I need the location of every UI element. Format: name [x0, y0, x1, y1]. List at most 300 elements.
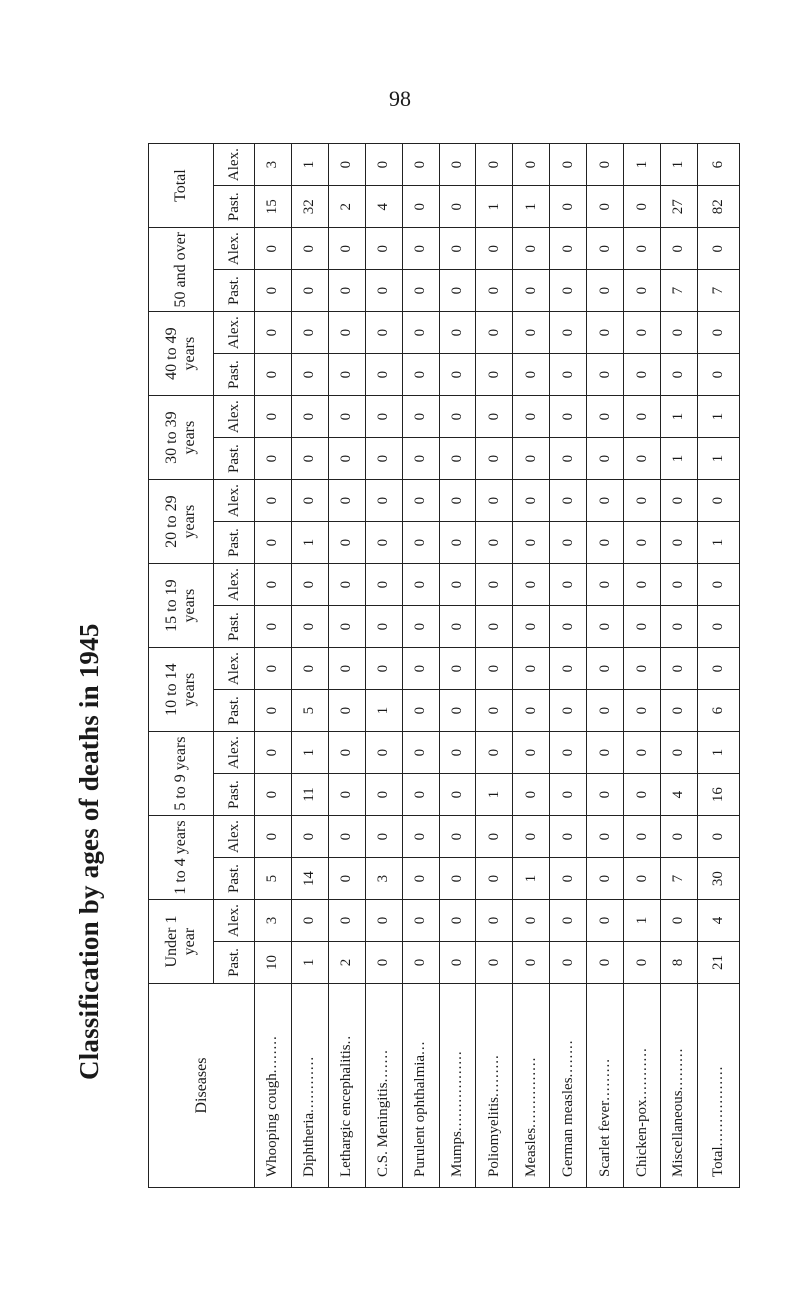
value-cell: 0: [550, 732, 587, 774]
value-cell: 0: [624, 228, 661, 270]
dot-leader: ........: [559, 1039, 576, 1078]
value-cell: 0: [439, 858, 476, 900]
past-column-header: Past.: [214, 522, 255, 564]
value-cell: 10: [255, 942, 292, 984]
value-cell: 30: [697, 858, 739, 900]
age-group-header: 1 to 4 years: [149, 816, 214, 900]
value-cell: 0: [587, 690, 624, 732]
value-cell: 0: [476, 606, 513, 648]
value-cell: 0: [439, 228, 476, 270]
value-cell: 0: [255, 606, 292, 648]
disease-name: [291, 984, 328, 1188]
value-cell: 0: [365, 438, 402, 480]
value-cell: 0: [660, 354, 697, 396]
value-cell: 0: [291, 312, 328, 354]
table-row: [328, 144, 365, 1188]
value-cell: 0: [550, 606, 587, 648]
disease-name: [439, 984, 476, 1188]
value-cell: 4: [697, 900, 739, 942]
value-cell: 0: [255, 564, 292, 606]
value-cell: 0: [476, 144, 513, 186]
value-cell: 0: [476, 396, 513, 438]
value-cell: 0: [291, 438, 328, 480]
value-cell: 0: [476, 690, 513, 732]
value-cell: 0: [550, 774, 587, 816]
value-cell: 0: [439, 396, 476, 438]
value-cell: 0: [513, 900, 550, 942]
value-cell: 0: [624, 438, 661, 480]
value-cell: 0: [402, 816, 439, 858]
value-cell: 6: [697, 144, 739, 186]
past-column-header: Past.: [214, 690, 255, 732]
value-cell: 0: [439, 606, 476, 648]
value-cell: 0: [660, 648, 697, 690]
value-cell: 0: [328, 480, 365, 522]
value-cell: 0: [513, 396, 550, 438]
value-cell: 1: [697, 438, 739, 480]
value-cell: 0: [402, 396, 439, 438]
value-cell: 0: [476, 942, 513, 984]
value-cell: 0: [476, 354, 513, 396]
value-cell: 1: [697, 732, 739, 774]
value-cell: 0: [660, 900, 697, 942]
value-cell: 0: [439, 438, 476, 480]
value-cell: 0: [439, 816, 476, 858]
value-cell: 1: [291, 522, 328, 564]
value-cell: 0: [476, 438, 513, 480]
value-cell: 0: [365, 816, 402, 858]
value-cell: 0: [550, 648, 587, 690]
value-cell: 0: [402, 564, 439, 606]
value-cell: 0: [587, 396, 624, 438]
value-cell: 0: [328, 816, 365, 858]
value-cell: 0: [550, 354, 587, 396]
value-cell: 0: [439, 480, 476, 522]
value-cell: 0: [365, 144, 402, 186]
deaths-by-age-table: [148, 143, 740, 1188]
disease-label: C.S. Meningitis: [375, 1082, 392, 1177]
value-cell: 0: [513, 438, 550, 480]
value-cell: 0: [255, 270, 292, 312]
past-column-header: Past.: [214, 354, 255, 396]
value-cell: 0: [402, 480, 439, 522]
value-cell: 0: [476, 648, 513, 690]
value-cell: 0: [255, 480, 292, 522]
value-cell: 0: [697, 606, 739, 648]
dot-leader: .........: [670, 1047, 687, 1091]
disease-label: Poliomyelitis: [485, 1096, 502, 1177]
value-cell: 0: [439, 690, 476, 732]
value-cell: 0: [550, 900, 587, 942]
value-cell: 0: [439, 522, 476, 564]
age-group-header: 50 and over: [149, 228, 214, 312]
alex-column-header: Alex.: [214, 396, 255, 438]
value-cell: 0: [328, 270, 365, 312]
value-cell: 0: [587, 774, 624, 816]
value-cell: 0: [660, 312, 697, 354]
dot-leader: ............: [301, 1055, 318, 1113]
value-cell: 7: [660, 270, 697, 312]
value-cell: 0: [550, 480, 587, 522]
value-cell: 0: [365, 396, 402, 438]
value-cell: 0: [365, 942, 402, 984]
value-cell: 0: [365, 312, 402, 354]
value-cell: 0: [550, 858, 587, 900]
value-cell: 0: [365, 774, 402, 816]
value-cell: 0: [476, 312, 513, 354]
value-cell: 0: [513, 228, 550, 270]
value-cell: 0: [550, 144, 587, 186]
value-cell: 0: [513, 480, 550, 522]
value-cell: 0: [624, 732, 661, 774]
value-cell: 0: [328, 648, 365, 690]
value-cell: 0: [624, 480, 661, 522]
value-cell: 0: [255, 816, 292, 858]
value-cell: 0: [550, 522, 587, 564]
value-cell: 0: [550, 942, 587, 984]
value-cell: 0: [255, 354, 292, 396]
value-cell: 0: [550, 312, 587, 354]
value-cell: 1: [476, 186, 513, 228]
value-cell: 0: [587, 900, 624, 942]
value-cell: 0: [439, 900, 476, 942]
table-row: [255, 144, 292, 1188]
value-cell: 3: [255, 900, 292, 942]
value-cell: 0: [365, 564, 402, 606]
value-cell: 0: [660, 816, 697, 858]
table-row: [550, 144, 587, 1188]
value-cell: 0: [587, 144, 624, 186]
value-cell: 0: [439, 312, 476, 354]
age-group-header: 40 to 49 years: [149, 312, 214, 396]
value-cell: 0: [513, 312, 550, 354]
value-cell: 3: [365, 858, 402, 900]
disease-label: Diphtheria: [301, 1112, 318, 1177]
age-group-header: 30 to 39 years: [149, 396, 214, 480]
value-cell: 2: [328, 942, 365, 984]
dot-leader: ...............: [522, 1056, 539, 1128]
value-cell: 0: [328, 690, 365, 732]
value-cell: 0: [587, 186, 624, 228]
value-cell: 0: [587, 312, 624, 354]
value-cell: 0: [402, 900, 439, 942]
disease-name: [365, 984, 402, 1188]
value-cell: 0: [291, 396, 328, 438]
value-cell: 0: [660, 732, 697, 774]
disease-label: Lethargic encephalitis: [338, 1044, 355, 1177]
value-cell: 0: [365, 354, 402, 396]
value-cell: 0: [476, 858, 513, 900]
value-cell: 0: [587, 522, 624, 564]
value-cell: 8: [660, 942, 697, 984]
value-cell: 0: [513, 648, 550, 690]
value-cell: 7: [660, 858, 697, 900]
value-cell: 0: [587, 438, 624, 480]
disease-name: [587, 984, 624, 1188]
value-cell: 0: [365, 900, 402, 942]
value-cell: 0: [439, 732, 476, 774]
page-title: Classification by ages of deaths in 1945: [74, 623, 104, 1080]
past-column-header: Past.: [214, 438, 255, 480]
value-cell: 3: [255, 144, 292, 186]
dot-leader: ..: [338, 1034, 355, 1045]
value-cell: 0: [255, 522, 292, 564]
value-cell: 0: [624, 396, 661, 438]
value-cell: 0: [476, 732, 513, 774]
table-row: [291, 144, 328, 1188]
value-cell: 0: [587, 354, 624, 396]
value-cell: 0: [328, 858, 365, 900]
value-cell: 0: [550, 690, 587, 732]
value-cell: 0: [365, 522, 402, 564]
value-cell: 1: [513, 186, 550, 228]
value-cell: 0: [365, 606, 402, 648]
value-cell: 27: [660, 186, 697, 228]
disease-name: [697, 984, 739, 1188]
age-group-header: 20 to 29 years: [149, 480, 214, 564]
value-cell: 0: [587, 732, 624, 774]
value-cell: 0: [697, 480, 739, 522]
dot-leader: ...: [412, 1040, 429, 1055]
value-cell: 1: [476, 774, 513, 816]
alex-column-header: Alex.: [214, 900, 255, 942]
disease-name: [476, 984, 513, 1188]
value-cell: 0: [255, 732, 292, 774]
value-cell: 0: [439, 186, 476, 228]
table-row: [624, 144, 661, 1188]
value-cell: 0: [660, 690, 697, 732]
value-cell: 0: [402, 942, 439, 984]
value-cell: 0: [291, 564, 328, 606]
value-cell: 0: [365, 732, 402, 774]
table-row: [660, 144, 697, 1188]
value-cell: 0: [587, 606, 624, 648]
value-cell: 0: [624, 774, 661, 816]
value-cell: 0: [402, 438, 439, 480]
value-cell: 1: [660, 438, 697, 480]
disease-label: Scarlet fever: [596, 1100, 613, 1177]
value-cell: 0: [587, 564, 624, 606]
table-container: [148, 143, 740, 1188]
age-group-header: 10 to 14 years: [149, 648, 214, 732]
value-cell: 0: [328, 228, 365, 270]
value-cell: 0: [624, 354, 661, 396]
past-column-header: Past.: [214, 774, 255, 816]
dot-leader: ........: [264, 1035, 281, 1074]
value-cell: 0: [660, 606, 697, 648]
dot-leader: .................: [448, 1050, 465, 1132]
value-cell: 1: [697, 522, 739, 564]
value-cell: 0: [255, 690, 292, 732]
table-body: [255, 144, 740, 1188]
value-cell: 0: [328, 564, 365, 606]
disease-label: Miscellaneous: [670, 1090, 687, 1177]
value-cell: 0: [291, 606, 328, 648]
value-cell: 16: [697, 774, 739, 816]
value-cell: 4: [660, 774, 697, 816]
table-row: [439, 144, 476, 1188]
past-column-header: Past.: [214, 270, 255, 312]
value-cell: 0: [550, 438, 587, 480]
age-group-header: Total: [149, 144, 214, 228]
value-cell: 0: [328, 522, 365, 564]
value-cell: 0: [328, 312, 365, 354]
value-cell: 0: [587, 816, 624, 858]
value-cell: 1: [660, 396, 697, 438]
disease-label: Chicken-pox: [633, 1099, 650, 1177]
value-cell: 0: [697, 354, 739, 396]
value-cell: 0: [624, 858, 661, 900]
value-cell: 0: [402, 690, 439, 732]
disease-name: [255, 984, 292, 1188]
value-cell: 0: [402, 354, 439, 396]
value-cell: 0: [402, 648, 439, 690]
total-row: [697, 144, 739, 1188]
value-cell: 0: [476, 564, 513, 606]
alex-column-header: Alex.: [214, 480, 255, 522]
value-cell: 1: [624, 900, 661, 942]
table-row: [513, 144, 550, 1188]
value-cell: 0: [550, 396, 587, 438]
value-cell: 0: [291, 816, 328, 858]
value-cell: 4: [365, 186, 402, 228]
value-cell: 0: [624, 186, 661, 228]
disease-name: [328, 984, 365, 1188]
value-cell: 0: [697, 312, 739, 354]
value-cell: 6: [697, 690, 739, 732]
value-cell: 1: [365, 690, 402, 732]
age-group-header: 5 to 9 years: [149, 732, 214, 816]
value-cell: 0: [402, 270, 439, 312]
value-cell: 0: [513, 690, 550, 732]
value-cell: 0: [402, 732, 439, 774]
disease-label: Total: [709, 1146, 726, 1177]
disease-label: Mumps: [448, 1131, 465, 1177]
value-cell: 0: [439, 564, 476, 606]
table-row: [476, 144, 513, 1188]
alex-column-header: Alex.: [214, 732, 255, 774]
value-cell: 0: [513, 942, 550, 984]
value-cell: 0: [402, 774, 439, 816]
value-cell: 0: [476, 522, 513, 564]
disease-label: German measles: [559, 1077, 576, 1177]
value-cell: 0: [550, 816, 587, 858]
value-cell: 0: [587, 648, 624, 690]
value-cell: 0: [365, 228, 402, 270]
value-cell: 0: [439, 144, 476, 186]
value-cell: 0: [255, 312, 292, 354]
value-cell: 7: [697, 270, 739, 312]
past-column-header: Past.: [214, 858, 255, 900]
past-column-header: Past.: [214, 942, 255, 984]
value-cell: 0: [624, 312, 661, 354]
table-row: [587, 144, 624, 1188]
disease-name: [660, 984, 697, 1188]
value-cell: 15: [255, 186, 292, 228]
value-cell: 5: [255, 858, 292, 900]
value-cell: 32: [291, 186, 328, 228]
value-cell: 0: [513, 144, 550, 186]
disease-name: [402, 984, 439, 1188]
past-column-header: Past.: [214, 186, 255, 228]
value-cell: 0: [476, 480, 513, 522]
value-cell: 0: [439, 270, 476, 312]
value-cell: 0: [402, 144, 439, 186]
age-group-header: 15 to 19 years: [149, 564, 214, 648]
value-cell: 0: [439, 942, 476, 984]
value-cell: 0: [660, 564, 697, 606]
value-cell: 0: [365, 648, 402, 690]
value-cell: 1: [291, 732, 328, 774]
disease-name: [624, 984, 661, 1188]
value-cell: 0: [255, 228, 292, 270]
page-number: 98: [389, 86, 411, 111]
disease-name: [513, 984, 550, 1188]
value-cell: 0: [439, 774, 476, 816]
value-cell: 0: [587, 270, 624, 312]
value-cell: 0: [513, 522, 550, 564]
value-cell: 0: [291, 648, 328, 690]
value-cell: 0: [402, 312, 439, 354]
value-cell: 0: [402, 228, 439, 270]
value-cell: 0: [624, 690, 661, 732]
value-cell: 0: [550, 186, 587, 228]
value-cell: 0: [439, 648, 476, 690]
value-cell: 0: [328, 774, 365, 816]
value-cell: 0: [328, 438, 365, 480]
value-cell: 0: [624, 648, 661, 690]
disease-label: Measles: [522, 1127, 539, 1177]
value-cell: 0: [255, 438, 292, 480]
value-cell: 0: [697, 816, 739, 858]
value-cell: 0: [697, 228, 739, 270]
value-cell: 0: [476, 816, 513, 858]
alex-column-header: Alex.: [214, 144, 255, 186]
value-cell: 0: [513, 606, 550, 648]
value-cell: 0: [513, 816, 550, 858]
value-cell: 0: [402, 858, 439, 900]
disease-label: Purulent ophthalmia: [412, 1054, 429, 1177]
alex-column-header: Alex.: [214, 312, 255, 354]
table-row: [365, 144, 402, 1188]
value-cell: 0: [697, 648, 739, 690]
value-cell: 0: [660, 522, 697, 564]
value-cell: 0: [513, 564, 550, 606]
disease-name: [550, 984, 587, 1188]
alex-column-header: Alex.: [214, 228, 255, 270]
age-group-header: Under 1 year: [149, 900, 214, 984]
value-cell: 0: [328, 606, 365, 648]
value-cell: 14: [291, 858, 328, 900]
value-cell: 0: [587, 942, 624, 984]
value-cell: 0: [328, 900, 365, 942]
value-cell: 0: [697, 564, 739, 606]
dot-leader: .........: [485, 1054, 502, 1097]
value-cell: 0: [550, 228, 587, 270]
value-cell: 0: [624, 522, 661, 564]
past-column-header: Past.: [214, 606, 255, 648]
value-cell: 0: [291, 270, 328, 312]
value-cell: 1: [697, 396, 739, 438]
value-cell: 0: [660, 480, 697, 522]
dot-leader: .................: [709, 1065, 726, 1147]
value-cell: 0: [624, 606, 661, 648]
dot-leader: .......: [375, 1049, 392, 1083]
dot-leader: ...........: [633, 1047, 650, 1100]
value-cell: 0: [513, 270, 550, 312]
value-cell: 1: [291, 942, 328, 984]
dot-leader: .........: [596, 1058, 613, 1101]
